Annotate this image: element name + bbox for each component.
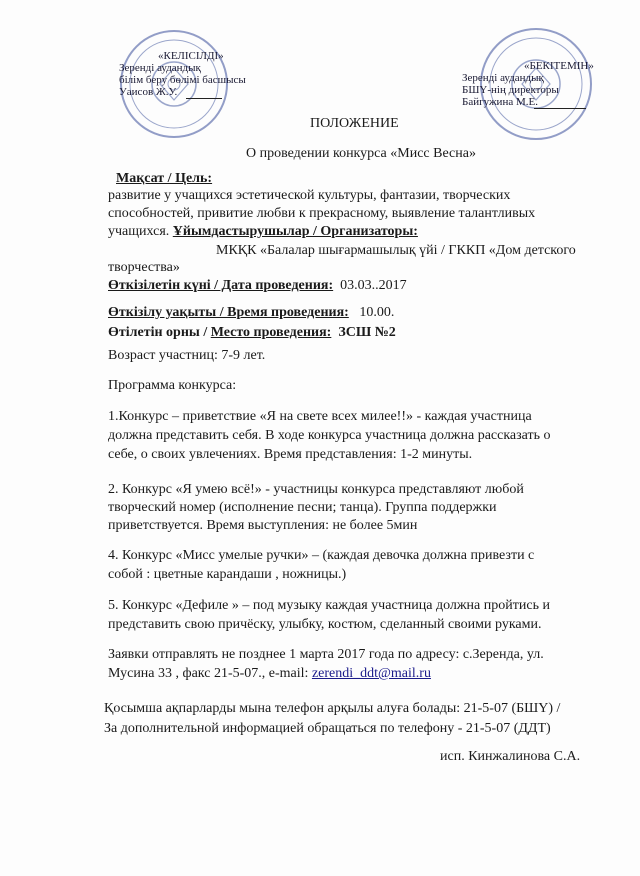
goal-line-2: способностей, привитие любви к прекрасному, выявление талантливых	[108, 206, 536, 221]
info-line-1: Қосымша ақпарларды мына телефон арқылы алуға болады: 21-5-07 (БШҮ) /	[104, 701, 561, 716]
email-link[interactable]: zerendi_ddt@mail.ru	[311, 666, 431, 681]
goal-label: Мақсат / Цель:	[116, 171, 213, 186]
item-5-line-2: представить свою причёску, улыбку, костюм, сделанный своими руками.	[108, 617, 542, 632]
program-heading: Программа конкурса:	[108, 378, 237, 393]
organizers-line-2: творчества»	[108, 260, 180, 275]
item-5-line-1: 5. Конкурс «Дефиле » – под музыку каждая участница должна пройтись и	[108, 598, 550, 613]
item-2-line-1: 2. Конкурс «Я умею всё!» - участницы конкурса представляют любой	[108, 482, 524, 497]
item-1-line-2: должна представить себя. В ходе конкурса участница должна рассказать о	[108, 428, 551, 443]
approval-left-line1: Зеренді аудандық	[119, 62, 201, 74]
application-line-1: Заявки отправлять не позднее 1 марта 2017 года по адресу: с.Зеренда, ул.	[108, 647, 544, 662]
approval-right-line2: БШҮ-нің директоры	[462, 84, 559, 96]
approval-right-line3: Байгужина М.Е.	[462, 96, 538, 108]
place-label-ru: Место проведения:	[210, 325, 332, 340]
goal-line-3	[108, 223, 418, 241]
place-label-kz: Өтілетін орны /	[108, 325, 211, 340]
item-1-line-1: 1.Конкурс – приветствие «Я на свете всех милее!!» - каждая участница	[108, 409, 532, 424]
approval-left-heading: «КЕЛІСІЛДІ»	[158, 50, 224, 62]
date-row	[108, 277, 407, 295]
executor-signature: исп. Кинжалинова С.А.	[440, 749, 581, 764]
approval-left-line2: білім беру бөлімі басшысы	[119, 74, 246, 86]
item-1-line-3: себе, о своих увлечениях. Время представления: 1-2 минуты.	[108, 447, 473, 462]
signature-line-right	[534, 108, 586, 109]
approval-right-line1: Зеренді аудандық	[462, 72, 544, 84]
organizers-label: Ұйымдастырушылар / Организаторы:	[172, 224, 418, 239]
document-subtitle: О проведении конкурса «Мисс Весна»	[246, 146, 476, 161]
signature-line-left	[186, 98, 222, 99]
place-row	[108, 324, 396, 342]
info-line-2: За дополнительной информацией обращаться по телефону - 21-5-07 (ДДТ)	[104, 721, 551, 736]
application-line-2	[108, 665, 431, 683]
organizers-line-1: МКҚК «Балалар шығармашылық үйі / ГККП «Дом детского	[216, 243, 576, 258]
approval-left-line3: Уаисов Ж.У.	[119, 86, 178, 98]
goal-line-1: развитие у учащихся эстетической культуры, фантазии, творческих	[108, 188, 511, 203]
application-line-2-text: Мусина 33 , факс 21-5-07., e-mail:	[108, 666, 312, 681]
item-2-line-2: творческий номер (исполнение песни; танца). Группа поддержки	[108, 500, 497, 515]
date-value: 03.03..2017	[340, 278, 407, 293]
date-label: Өткізілетін күні / Дата проведения:	[108, 278, 334, 293]
item-2-line-3: приветствуется. Время выступления: не более 5мин	[108, 518, 418, 533]
time-row	[108, 304, 394, 322]
goal-line-3-text: учащихся.	[108, 224, 170, 239]
time-label: Өткізілу уақыты / Время проведения:	[108, 305, 349, 320]
document-title: ПОЛОЖЕНИЕ	[310, 116, 399, 131]
item-4-line-2: собой : цветные карандаши , ножницы.)	[108, 567, 347, 582]
time-value: 10.00.	[359, 305, 395, 320]
approval-right-heading: «БЕКІТЕМІН»	[524, 60, 594, 72]
place-value: ЗСШ №2	[338, 325, 396, 340]
item-4-line-1: 4. Конкурс «Мисс умелые ручки» – (каждая девочка должна привезти с	[108, 548, 535, 563]
age-text: Возраст участниц: 7-9 лет.	[108, 348, 266, 363]
